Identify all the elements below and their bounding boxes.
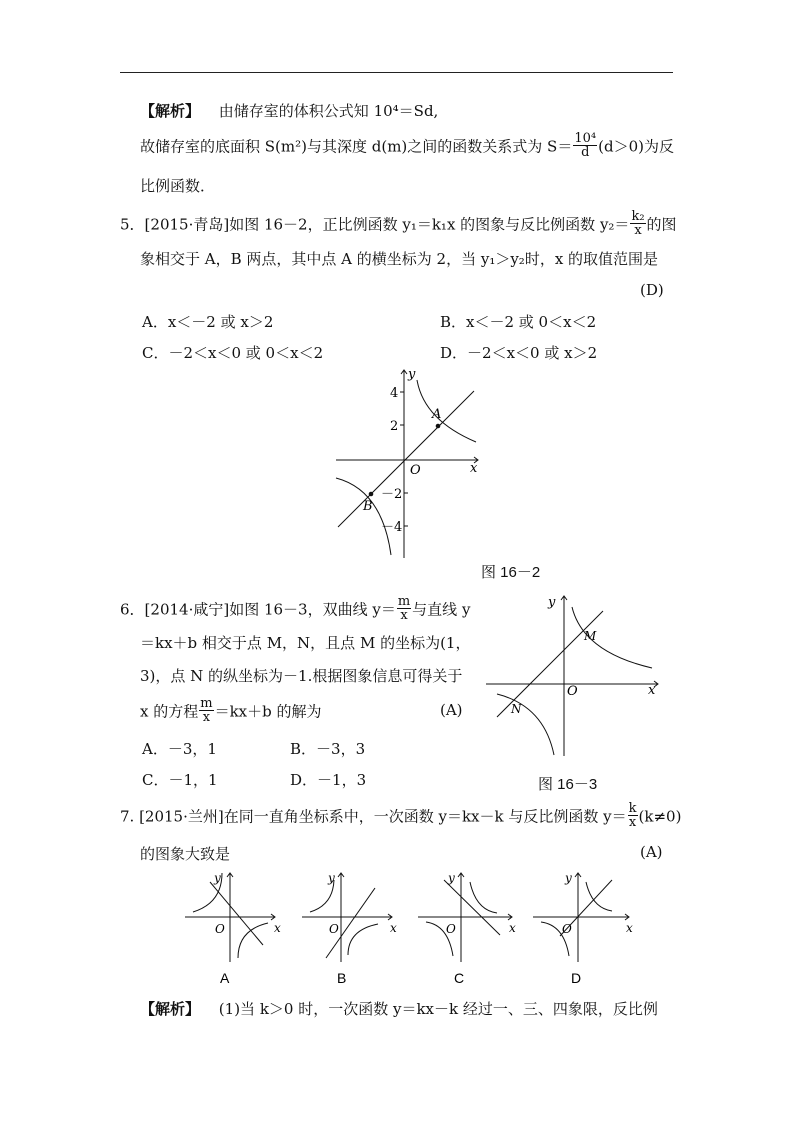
q6-line-3: 3)，点 N 的纵坐标为－1.根据图象信息可得关于 [140, 667, 463, 685]
fig2-label-a: A [432, 407, 442, 422]
svg-text:x: x [626, 921, 633, 935]
q5-fraction: $\frac{\text{k₂}}{x}$ [631, 209, 645, 238]
fig3-origin: O [567, 684, 578, 699]
q5-line-2: 象相交于 A，B 两点，其中点 A 的横坐标为 2，当 y₁＞y₂时，x 的取值范围是 [140, 250, 659, 268]
analysis-line-2a: 故储存室的底面积 S(m²)与其深度 d(m)之间的函数关系式为 S＝ [140, 137, 573, 156]
fig2-origin: O [410, 463, 421, 478]
fig2-x-label: x [470, 461, 478, 476]
svg-text:y: y [448, 871, 455, 885]
q7-line-1: 7. [2015·兰州]在同一直角坐标系中，一次函数 y＝kx－k 与反比例函数 y＝ $\frac{k}{x}$ (k≠0) [120, 801, 682, 830]
analysis-next [140, 998, 658, 1019]
fig3-x-label: x [648, 683, 656, 698]
svg-text:O: O [562, 922, 572, 936]
q5-option-c: C．－2＜x＜0 或 0＜x＜2 [142, 344, 324, 362]
q6-fraction: $\frac{m}{x}$ [397, 594, 411, 623]
analysis-line-2b: (d＞0)为反 [598, 137, 674, 156]
svg-text:y: y [565, 871, 572, 885]
q6-fraction-2: $\frac{m}{x}$ [200, 696, 213, 725]
fig3-label-n: N [511, 702, 522, 716]
q6-answer: (A) [440, 701, 463, 719]
figure-16-3-caption: 图 16－3 [538, 776, 598, 793]
svg-text:y: y [328, 871, 335, 885]
fig2-tick-4: 4 [390, 386, 399, 401]
svg-text:y: y [214, 871, 221, 885]
q7-answer: (A) [640, 843, 663, 861]
svg-text:x: x [274, 921, 281, 935]
q5-option-a: A．x＜－2 或 x＞2 [142, 313, 274, 331]
q7-label-c: C [454, 970, 465, 986]
fig2-label-b: B [363, 499, 373, 514]
analysis-next-tag: 【解析】 [140, 1000, 201, 1018]
q7-figure-b [302, 871, 397, 986]
analysis-tag: 【解析】 [140, 102, 201, 120]
svg-text:O: O [446, 922, 456, 936]
q6-option-a: A．－3，1 [142, 740, 217, 758]
q7-fraction: $\frac{k}{x}$ [628, 801, 637, 830]
svg-text:x: x [509, 921, 516, 935]
svg-text:O: O [329, 922, 339, 936]
q7-label-a: A [220, 970, 230, 986]
q7-figure-c [418, 871, 516, 986]
analysis-fraction: $\frac{\text{10⁴}}{d}$ [574, 131, 597, 160]
analysis-next-text: (1)当 k＞0 时，一次函数 y＝kx－k 经过一、三、四象限，反比例 [218, 1000, 658, 1018]
fig2-tick-2: 2 [390, 419, 399, 434]
analysis-line-3: 比例函数． [140, 177, 216, 195]
q7-figure-d [533, 871, 633, 986]
svg-text:x: x [390, 921, 397, 935]
q5-option-b: B．x＜－2 或 0＜x＜2 [440, 313, 597, 331]
fig2-tick-neg4: －4 [381, 520, 403, 535]
q7-label-b: B [337, 970, 347, 986]
fig2-tick-neg2: －2 [381, 487, 403, 502]
q7-figure-a [185, 871, 281, 986]
q6-option-d: D．－1，3 [290, 771, 367, 789]
figure-16-2-caption: 图 16－2 [481, 564, 541, 581]
q7-label-d: D [571, 970, 582, 986]
q6-option-c: C．－1，1 [142, 771, 218, 789]
fig3-y-label: y [548, 595, 556, 610]
q6-option-b: B．－3，3 [290, 740, 366, 758]
analysis-line-1: 由储存室的体积公式知 10⁴＝Sd, [218, 102, 439, 120]
q6-line-2: ＝kx＋b 相交于点 M，N，且点 M 的坐标为(1， [140, 634, 471, 652]
q6-line-1: 6．[2014·咸宁]如图 16－3，双曲线 y＝ $\frac{m}{x}$ 与直线 y [120, 594, 471, 623]
q5-answer: (D) [640, 281, 664, 299]
fig3-label-m: M [584, 629, 597, 643]
svg-text:O: O [215, 922, 225, 936]
q5-option-d: D．－2＜x＜0 或 x＞2 [440, 344, 598, 362]
fig2-y-label: y [408, 367, 416, 382]
q5-text-a: 5．[2015·青岛]如图 16－2，正比例函数 y₁＝k₁x 的图象与反比例函数 y₂＝ [120, 215, 630, 234]
q7-line-2: 的图象大致是 [140, 845, 231, 863]
q5-text-b: 的图 [646, 215, 677, 234]
q6-line-4: x 的方程 $\frac{m}{x}$ ＝kx＋b 的解为 [140, 696, 322, 725]
